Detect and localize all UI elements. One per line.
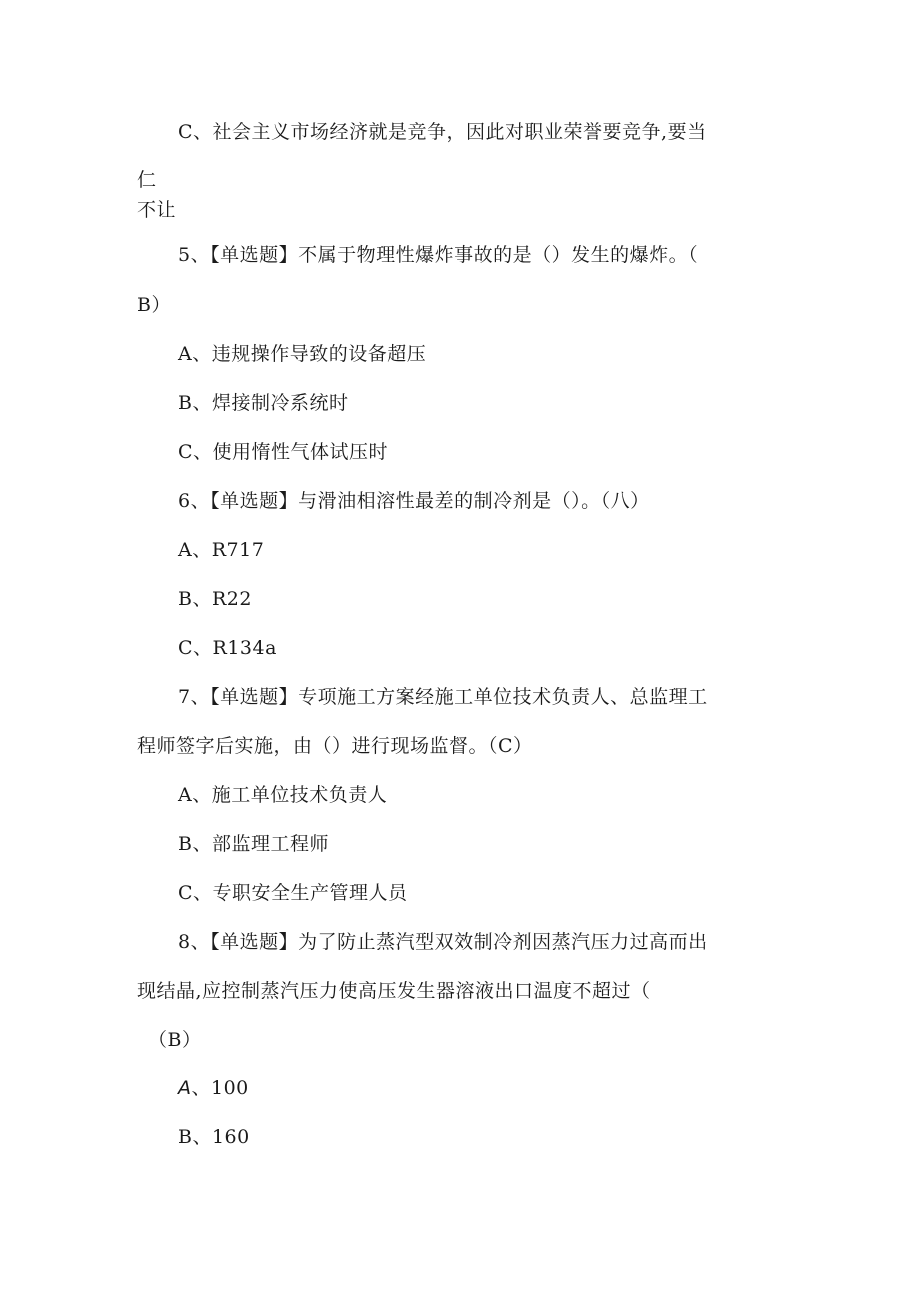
question-5-line-2: B） — [137, 294, 171, 316]
question-5-line-1: 5、【单选题】不属于物理性爆炸事故的是（）发生的爆炸。（ — [178, 244, 699, 266]
q8-option-a-text: 、100 — [191, 1077, 249, 1099]
q6-option-a: A、R717 — [178, 539, 265, 561]
q6-option-c: C、R134a — [178, 637, 277, 659]
q5-option-c: C、使用惰性气体试压时 — [178, 441, 389, 463]
question-8-line-2: 现结晶,应控制蒸汽压力使高压发生器溶液出口温度不超过（ — [137, 980, 651, 1002]
q8-option-b: B、160 — [178, 1126, 250, 1148]
option-c-line-3: 不让 — [137, 199, 177, 221]
option-c-line-1: C、社会主义市场经济就是竞争，因此对职业荣誉要竞争,要当 — [178, 121, 707, 143]
q7-option-b: B、部监理工程师 — [178, 833, 329, 855]
q8-option-a — [178, 1076, 249, 1100]
q8-option-a-letter: A — [178, 1077, 192, 1099]
question-7-line-2: 程师签字后实施，由（）进行现场监督。（C） — [137, 735, 533, 757]
q5-option-a: A、违规操作导致的设备超压 — [178, 343, 427, 365]
q7-option-c: C、专职安全生产管理人员 — [178, 882, 408, 904]
q7-option-a: A、施工单位技术负责人 — [178, 784, 388, 806]
question-8-line-3: （B） — [148, 1029, 202, 1051]
option-c-line-2: 仁 — [137, 169, 157, 191]
q5-option-b: B、焊接制冷系统时 — [178, 392, 349, 414]
question-7-line-1: 7、【单选题】专项施工方案经施工单位技术负责人、总监理工 — [178, 686, 708, 708]
question-8-line-1: 8、【单选题】为了防止蒸汽型双效制冷剂因蒸汽压力过高而出 — [178, 931, 708, 953]
q6-option-b: B、R22 — [178, 588, 252, 610]
question-6: 6、【单选题】与滑油相溶性最差的制冷剂是（）。（八） — [178, 490, 650, 512]
